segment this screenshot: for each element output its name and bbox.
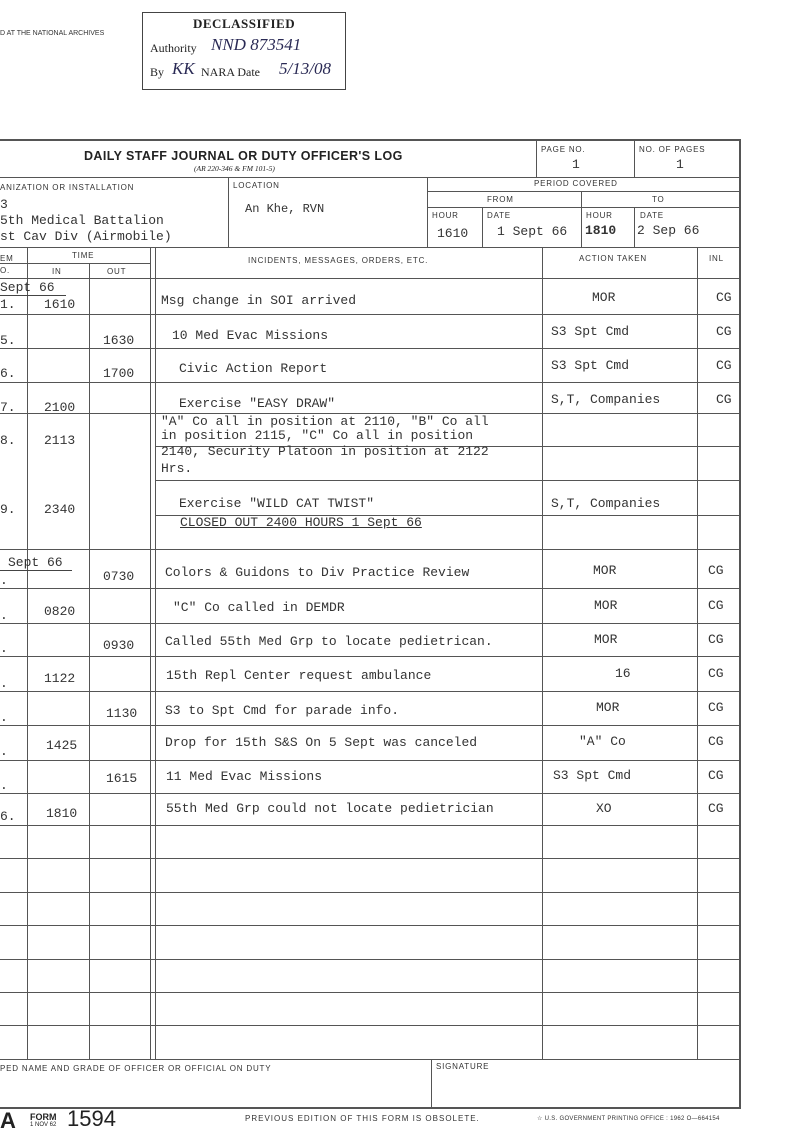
- item-label-1: EM: [0, 254, 14, 263]
- from-hour-value: 1610: [437, 226, 469, 241]
- to-hour-value: 1810: [585, 223, 617, 238]
- entry-text: S3 to Spt Cmd for parade info.: [165, 703, 400, 718]
- to-date-label: DATE: [640, 211, 664, 220]
- entry-action: S3 Spt Cmd: [551, 324, 630, 339]
- entry-text: Msg change in SOI arrived: [161, 293, 357, 308]
- entry-item: 6.: [0, 809, 16, 824]
- entry-initials: CG: [708, 734, 724, 749]
- entry-item: .: [0, 573, 8, 588]
- entry-action: MOR: [592, 290, 616, 305]
- entry-text: 11 Med Evac Missions: [166, 769, 323, 784]
- obsolete-note: PREVIOUS EDITION OF THIS FORM IS OBSOLETE.: [245, 1114, 480, 1123]
- entry-time-in: 0820: [44, 604, 76, 619]
- entry-initials: CG: [716, 392, 732, 407]
- entry-initials: CG: [708, 801, 724, 816]
- entry-text: Civic Action Report: [179, 361, 328, 376]
- item-label-2: O.: [0, 266, 11, 275]
- entry-item: .: [0, 676, 8, 691]
- entry-action: S3 Spt Cmd: [553, 768, 632, 783]
- from-label: FROM: [487, 195, 514, 204]
- entry-text-continued: Hrs.: [161, 461, 193, 476]
- form-word: FORM: [30, 1112, 57, 1122]
- entry-time-out: 1630: [103, 333, 135, 348]
- action-label: ACTION TAKEN: [579, 254, 647, 263]
- entry-item: .: [0, 641, 8, 656]
- entry-time-in: 2113: [44, 433, 76, 448]
- entry-time-in: 1122: [44, 671, 76, 686]
- in-label: IN: [52, 267, 62, 276]
- entry-text-continued: 2140, Security Platoon in position at 2122: [161, 444, 489, 459]
- incidents-label: INCIDENTS, MESSAGES, ORDERS, ETC.: [248, 256, 429, 265]
- entry-text: Drop for 15th S&S On 5 Sept was canceled: [165, 735, 478, 750]
- location-value: An Khe, RVN: [245, 202, 325, 216]
- declassified-stamp: [142, 12, 346, 90]
- stamp-by-value: KK: [172, 59, 195, 78]
- entry-initials: CG: [708, 768, 724, 783]
- archive-note: D AT THE NATIONAL ARCHIVES: [0, 30, 105, 37]
- entry-action: MOR: [594, 632, 618, 647]
- entry-time-in: 1610: [44, 297, 76, 312]
- entry-initials: CG: [708, 563, 724, 578]
- entry-action: MOR: [596, 700, 620, 715]
- org-line-3: st Cav Div (Airmobile): [0, 229, 172, 244]
- entry-initials: CG: [708, 632, 724, 647]
- entry-time-in: 2100: [44, 400, 76, 415]
- entry-action: S,T, Companies: [551, 392, 661, 407]
- entry-item: 5.: [0, 333, 16, 348]
- entry-action: MOR: [594, 598, 618, 613]
- entry-closing-text: CLOSED OUT 2400 HOURS 1 Sept 66: [180, 515, 422, 530]
- org-line-1: 3: [0, 197, 8, 212]
- form-date: 1 NOV 62: [30, 1122, 57, 1128]
- page-no-value: 1: [572, 157, 580, 172]
- date-header: Sept 66: [8, 555, 63, 570]
- entry-text: "A" Co all in position at 2110, "B" Co all: [161, 414, 489, 429]
- to-label: TO: [652, 195, 665, 204]
- entry-time-out: 0930: [103, 638, 135, 653]
- entry-text: 10 Med Evac Missions: [172, 328, 329, 343]
- entry-action: "A" Co: [579, 734, 626, 749]
- stamp-nara-label: NARA Date: [201, 65, 260, 79]
- entry-action: S,T, Companies: [551, 496, 661, 511]
- form-title: DAILY STAFF JOURNAL OR DUTY OFFICER'S LOG: [84, 149, 403, 163]
- entry-action: 16: [615, 666, 631, 681]
- stamp-authority-label: Authority: [150, 41, 197, 55]
- from-hour-label: HOUR: [432, 211, 459, 220]
- entry-item: .: [0, 744, 8, 759]
- entry-action: MOR: [593, 563, 617, 578]
- period-label: PERIOD COVERED: [534, 179, 618, 188]
- entry-item: 8.: [0, 433, 16, 448]
- entry-item: .: [0, 710, 8, 725]
- entry-action: S3 Spt Cmd: [551, 358, 630, 373]
- entry-item: 9.: [0, 502, 16, 517]
- org-line-2: 5th Medical Battalion: [0, 213, 164, 228]
- entry-item: 6.: [0, 366, 16, 381]
- from-date-value: 1 Sept 66: [497, 224, 568, 239]
- stamp-title: DECLASSIFIED: [193, 16, 296, 31]
- entry-time-out: 0730: [103, 569, 135, 584]
- entry-text: Colors & Guidons to Div Practice Review: [165, 565, 470, 580]
- to-date-value: 2 Sep 66: [637, 223, 700, 238]
- entry-item: 7.: [0, 400, 16, 415]
- time-label: TIME: [72, 251, 95, 260]
- out-label: OUT: [107, 267, 127, 276]
- num-pages-label: NO. OF PAGES: [639, 145, 706, 154]
- entry-item: .: [0, 778, 8, 793]
- signature-label: SIGNATURE: [436, 1062, 490, 1071]
- entry-text-continued: in position 2115, "C" Co all in position: [161, 428, 474, 443]
- entry-time-out: 1700: [103, 366, 135, 381]
- entry-initials: CG: [708, 666, 724, 681]
- printing-note: ☆ U.S. GOVERNMENT PRINTING OFFICE : 1962 O—664154: [537, 1116, 720, 1122]
- inl-label: INL: [709, 254, 724, 263]
- stamp-by-label: By: [150, 65, 165, 79]
- entry-action: XO: [596, 801, 612, 816]
- entry-text: 15th Repl Center request ambulance: [166, 668, 432, 683]
- entry-initials: CG: [708, 598, 724, 613]
- entry-item: 1.: [0, 297, 16, 312]
- entry-initials: CG: [716, 290, 732, 305]
- num-pages-value: 1: [676, 157, 684, 172]
- entry-text: 55th Med Grp could not locate pedietrician: [166, 801, 494, 816]
- form-subtitle: (AR 220-346 & FM 101-5): [194, 164, 275, 173]
- entry-initials: CG: [716, 324, 732, 339]
- form-prefix: A: [0, 1108, 16, 1133]
- date-header: Sept 66: [0, 280, 55, 295]
- location-label: LOCATION: [233, 181, 280, 190]
- entry-time-in: 1425: [46, 738, 78, 753]
- entry-time-out: 1130: [106, 706, 138, 721]
- entry-text: Called 55th Med Grp to locate pedietrican.: [165, 634, 493, 649]
- to-hour-label: HOUR: [586, 211, 613, 220]
- entry-initials: CG: [716, 358, 732, 373]
- stamp-nara-value: 5/13/08: [279, 59, 331, 78]
- page-no-label: PAGE NO.: [541, 145, 586, 154]
- entry-time-in: 2340: [44, 502, 76, 517]
- entry-text: "C" Co called in DEMDR: [173, 600, 345, 615]
- entry-time-in: 1810: [46, 806, 78, 821]
- entry-text: Exercise "EASY DRAW": [179, 396, 336, 411]
- form-number: 1594: [67, 1106, 116, 1131]
- officer-label: PED NAME AND GRADE OF OFFICER OR OFFICIAL ON DUTY: [0, 1064, 272, 1073]
- org-label: ANIZATION OR INSTALLATION: [0, 183, 135, 192]
- entry-item: .: [0, 608, 8, 623]
- entry-text: Exercise "WILD CAT TWIST": [179, 496, 375, 511]
- entry-initials: CG: [708, 700, 724, 715]
- stamp-authority-value: NND 873541: [211, 35, 302, 54]
- from-date-label: DATE: [487, 211, 511, 220]
- entry-time-out: 1615: [106, 771, 138, 786]
